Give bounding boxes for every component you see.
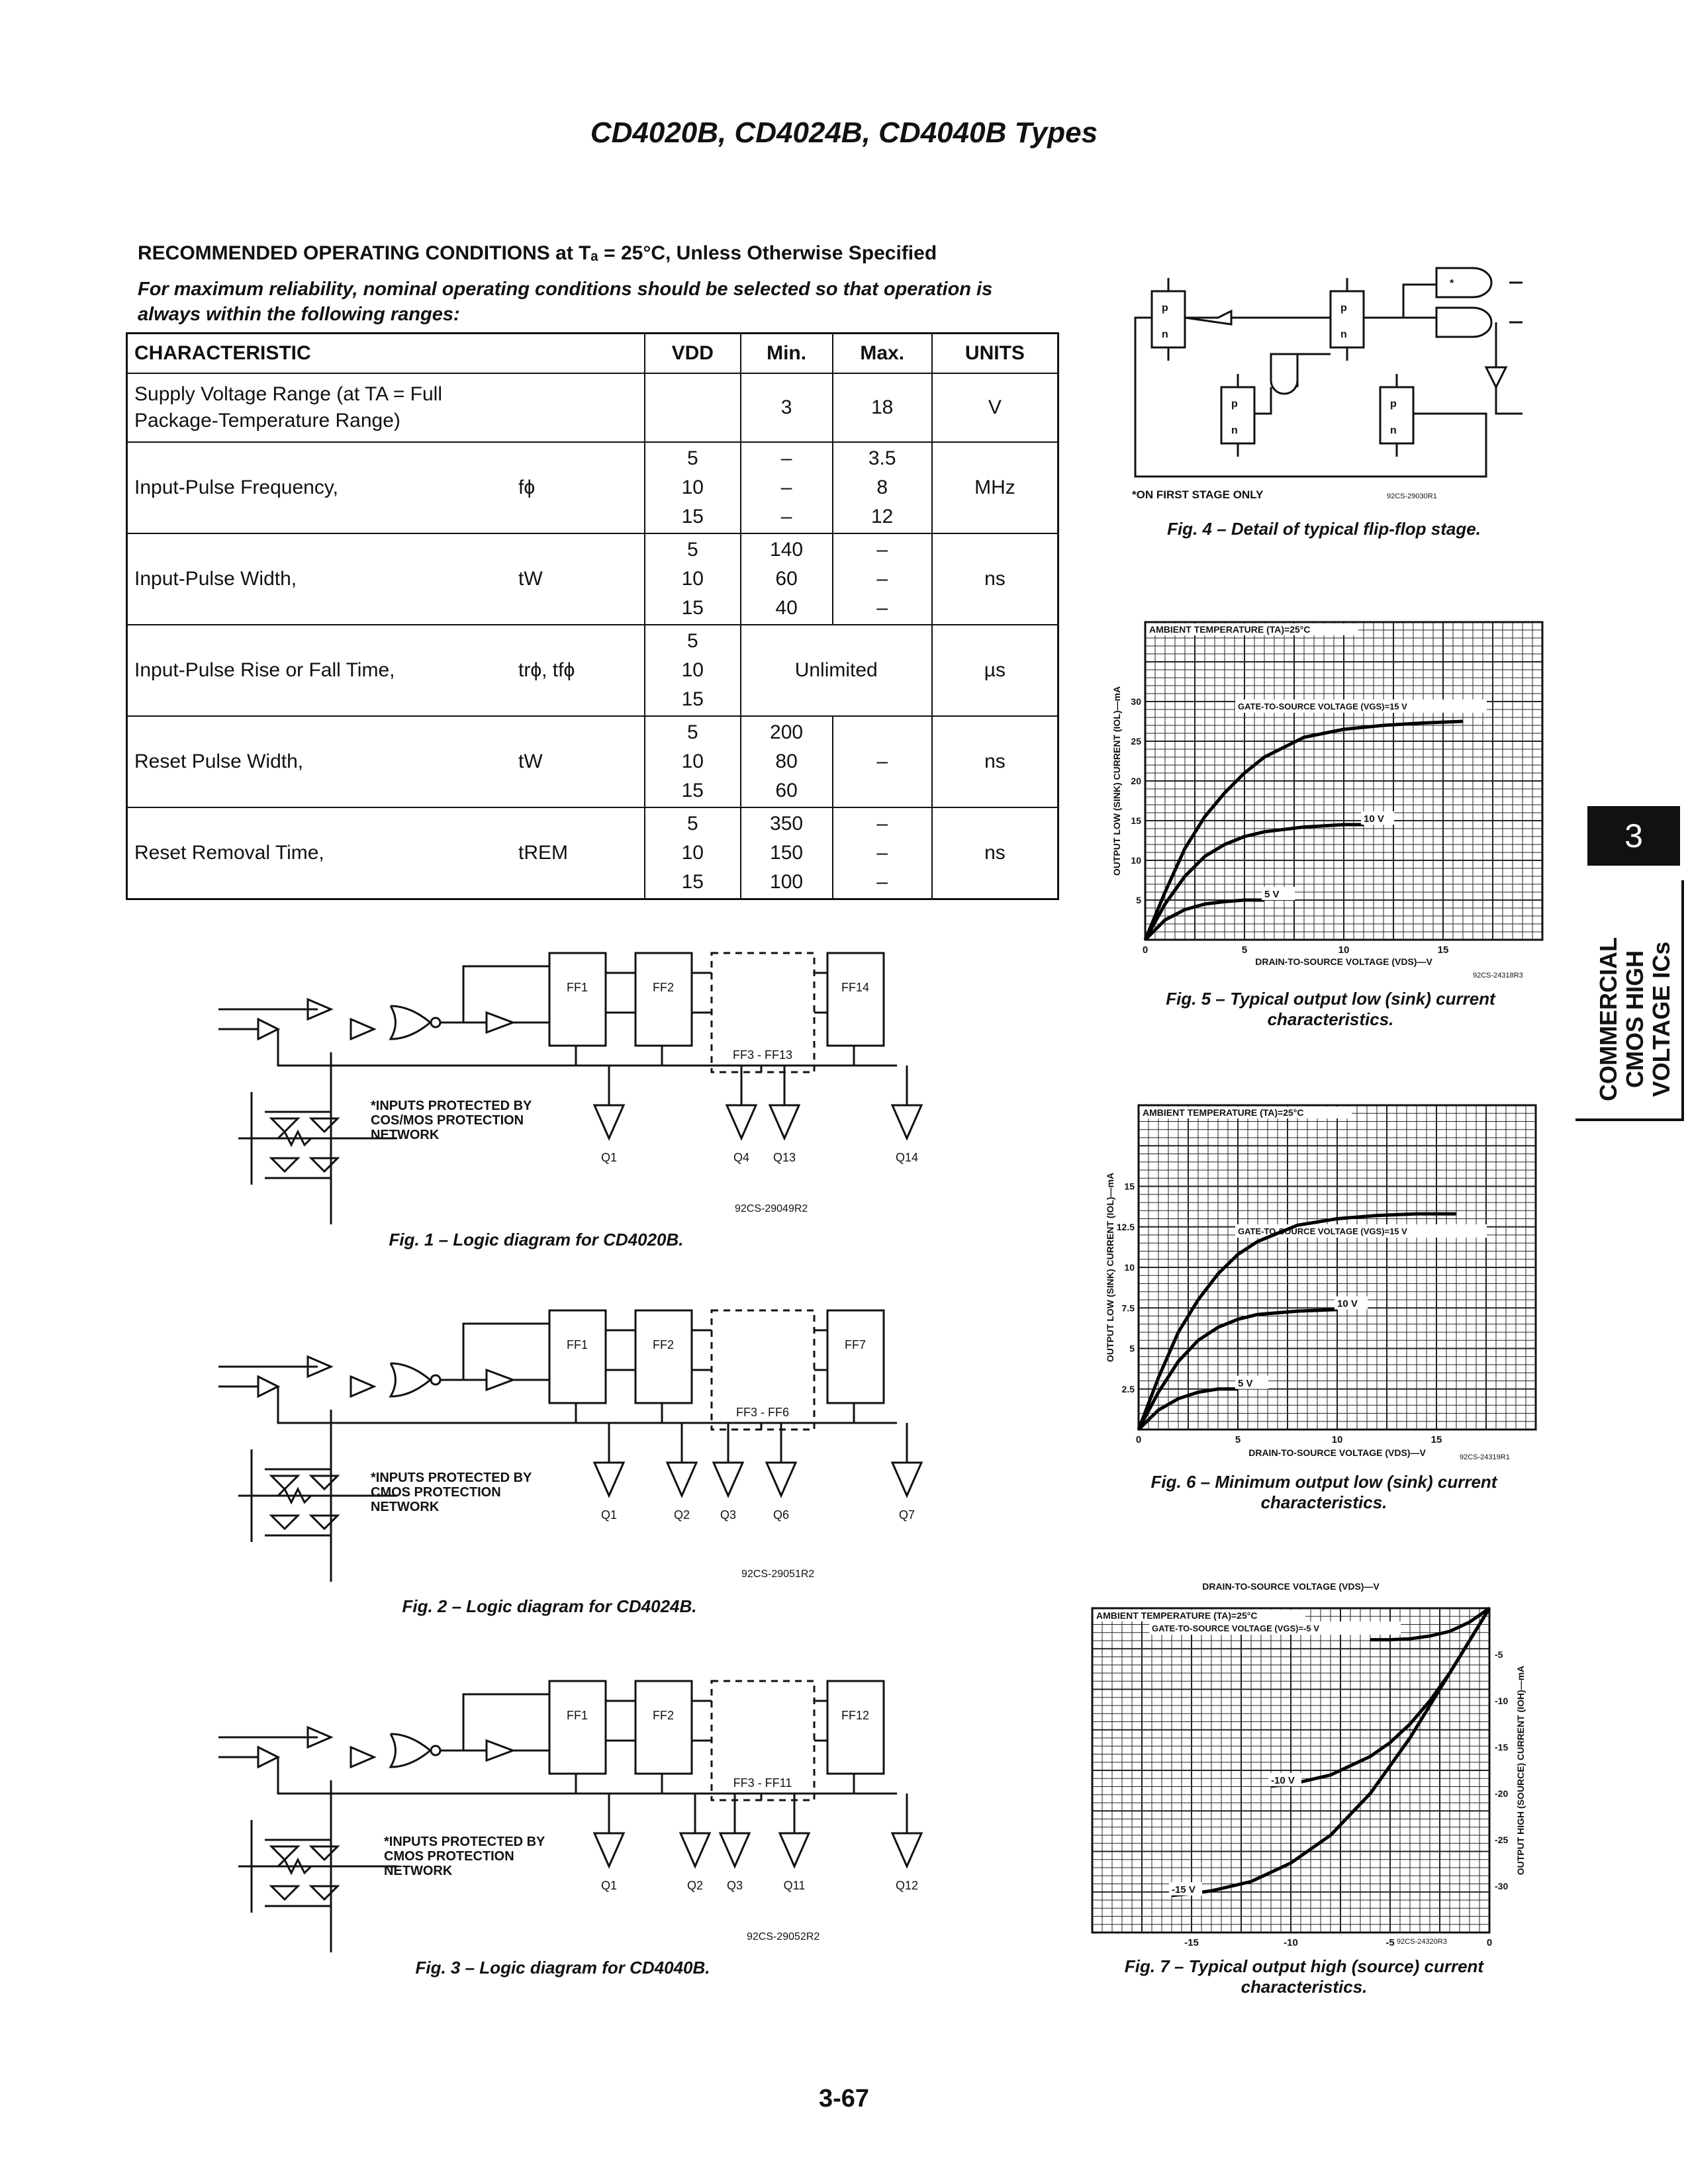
y-tick-label: 12.5 <box>1116 1221 1135 1232</box>
row-vdd: 5 10 15 <box>645 807 741 899</box>
x-tick-label: 0 <box>1486 1937 1493 1946</box>
x-axis-label: DRAIN-TO-SOURCE VOLTAGE (VDS)—V <box>1202 1581 1380 1592</box>
row-min: 140 60 40 <box>741 533 833 625</box>
stage-label: FF14 <box>841 981 870 994</box>
output-label: Q11 <box>783 1879 806 1892</box>
row-characteristic: Input-Pulse Frequency, <box>127 442 512 533</box>
output-buffer <box>594 1463 624 1496</box>
stage-label: FF2 <box>652 1709 675 1722</box>
svg-text:*: * <box>1450 278 1454 289</box>
output-buffer <box>667 1463 696 1496</box>
output-buffer <box>680 1833 710 1866</box>
row-max: 3.5 8 12 <box>833 442 932 533</box>
stage-label: FF12 <box>841 1709 870 1722</box>
chart-title: AMBIENT TEMPERATURE (TA)=25°C <box>1096 1610 1258 1621</box>
x-tick-label: -10 <box>1284 1937 1298 1946</box>
row-units: ns <box>932 533 1058 625</box>
y-tick-label: 30 <box>1131 696 1141 707</box>
fig4-flipflop-diagram <box>1125 255 1523 510</box>
y-tick-label: 10 <box>1124 1262 1135 1273</box>
series-label: -15 V <box>1172 1884 1196 1895</box>
row-symbol: fϕ <box>512 442 645 533</box>
chart-title: AMBIENT TEMPERATURE (TA)=25°C <box>1143 1107 1304 1118</box>
fig4-caption: Fig. 4 – Detail of typical flip-flop stage. <box>1167 519 1481 539</box>
row-min: – – – <box>741 442 833 533</box>
svg-text:n: n <box>1390 425 1397 436</box>
row-units: MHz <box>932 442 1058 533</box>
row-max: – <box>833 716 932 807</box>
row-characteristic: Reset Removal Time, <box>127 807 512 899</box>
fig7-chart <box>1086 1575 1549 1946</box>
flip-flop <box>635 1681 692 1774</box>
row-characteristic: Input-Pulse Width, <box>127 533 512 625</box>
input-buffer <box>351 1747 374 1767</box>
fig2-caption: Fig. 2 – Logic diagram for CD4024B. <box>402 1596 697 1616</box>
stage-label: FF1 <box>566 981 588 994</box>
stage-label: FF1 <box>566 1709 588 1722</box>
x-tick-label: 10 <box>1338 944 1350 956</box>
y-tick-label: -5 <box>1495 1649 1503 1660</box>
section-tab <box>1575 880 1684 1121</box>
fig2-code: 92CS-29051R2 <box>741 1569 815 1580</box>
flip-flop <box>827 953 884 1046</box>
y-tick-label: -25 <box>1495 1835 1509 1845</box>
fig7-caption: Fig. 7 – Typical output high (source) current characteristics. <box>1124 1956 1484 1997</box>
fig7-code: 92CS-24320R3 <box>1397 1938 1447 1946</box>
row-units: µs <box>932 625 1058 716</box>
fig5-caption: Fig. 5 – Typical output low (sink) current characteristics. <box>1166 989 1495 1029</box>
nor-gate <box>391 1734 430 1767</box>
row-min: 3 <box>741 373 833 442</box>
row-minmax: Unlimited <box>741 625 932 716</box>
y-tick-label: -20 <box>1495 1788 1509 1799</box>
x-tick-label: -5 <box>1385 1937 1395 1946</box>
series-label: 10 V <box>1364 813 1384 825</box>
row-min: 200 80 60 <box>741 716 833 807</box>
y-tick-label: 20 <box>1131 776 1141 786</box>
output-label: Q1 <box>600 1151 618 1164</box>
svg-text:p: p <box>1390 398 1397 410</box>
row-vdd: 5 10 15 <box>645 716 741 807</box>
stage-label: FF3 - FF13 <box>732 1048 793 1062</box>
x-tick-label: 10 <box>1331 1434 1343 1445</box>
output-label: Q6 <box>773 1508 790 1522</box>
header-vdd: VDD <box>645 334 741 374</box>
svg-text:n: n <box>1340 329 1347 340</box>
y-tick-label: 2.5 <box>1121 1383 1135 1394</box>
series-label: 5 V <box>1238 1377 1253 1389</box>
flip-flop <box>549 953 606 1046</box>
x-tick-label: -15 <box>1184 1937 1199 1946</box>
fig6-code: 92CS-24319R1 <box>1460 1453 1510 1461</box>
header-min: Min. <box>741 334 833 374</box>
fig1-code: 92CS-29049R2 <box>735 1203 808 1214</box>
series-label: 5 V <box>1264 889 1280 900</box>
row-vdd: 5 10 15 <box>645 533 741 625</box>
x-tick-label: 15 <box>1437 944 1449 956</box>
x-tick-label: 5 <box>1235 1434 1241 1445</box>
x-axis-label: DRAIN-TO-SOURCE VOLTAGE (VDS)—V <box>1255 956 1432 967</box>
output-buffer <box>714 1463 743 1496</box>
row-symbol: tW <box>512 533 645 625</box>
output-buffer <box>594 1105 624 1138</box>
output-label: Q2 <box>686 1879 704 1892</box>
y-tick-label: 5 <box>1136 895 1141 905</box>
row-vdd: 5 10 15 <box>645 625 741 716</box>
x-tick-label: 5 <box>1241 944 1248 956</box>
stage-label: FF2 <box>652 1338 675 1351</box>
row-units: V <box>932 373 1058 442</box>
logic-diagram-3 <box>218 1681 921 1952</box>
chart-grid <box>1139 1105 1536 1430</box>
chart-annotation: GATE-TO-SOURCE VOLTAGE (VGS)=15 V <box>1238 702 1407 711</box>
row-units: ns <box>932 807 1058 899</box>
row-min: 350 150 100 <box>741 807 833 899</box>
row-max: 18 <box>833 373 932 442</box>
flip-flop <box>827 1681 884 1774</box>
output-buffer <box>892 1463 921 1496</box>
fig3-code: 92CS-29052R2 <box>747 1931 820 1942</box>
output-label: Q3 <box>720 1508 737 1522</box>
page-title: CD4020B, CD4024B, CD4040B Types <box>590 116 1098 149</box>
x-tick-label: 0 <box>1142 944 1149 956</box>
output-buffer <box>767 1463 796 1496</box>
row-max: – – – <box>833 807 932 899</box>
y-tick-label: 15 <box>1131 815 1141 826</box>
nor-gate <box>391 1006 430 1039</box>
y-tick-label: 15 <box>1124 1181 1135 1192</box>
stage-label: FF3 - FF6 <box>736 1406 789 1419</box>
output-buffer <box>720 1833 749 1866</box>
fig6-caption: Fig. 6 – Minimum output low (sink) current characteristics. <box>1150 1472 1497 1512</box>
nor-gate <box>391 1363 430 1396</box>
logic-diagram-2 <box>218 1310 921 1582</box>
output-label: Q14 <box>895 1151 919 1164</box>
fig4-note: *ON FIRST STAGE ONLY <box>1132 488 1264 501</box>
series-label: 10 V <box>1337 1298 1358 1310</box>
row-characteristic: Reset Pulse Width, <box>127 716 512 807</box>
output-buffer <box>770 1105 799 1138</box>
output-buffer <box>892 1105 921 1138</box>
fig3-caption: Fig. 3 – Logic diagram for CD4040B. <box>415 1958 710 1978</box>
chart-title: AMBIENT TEMPERATURE (TA)=25°C <box>1149 624 1311 635</box>
row-max: – – – <box>833 533 932 625</box>
flip-flop <box>549 1310 606 1403</box>
protection-note-3: *INPUTS PROTECTED BY CMOS PROTECTION NETWORK <box>384 1835 545 1878</box>
svg-text:p: p <box>1340 302 1347 314</box>
stage-label: FF1 <box>566 1338 588 1351</box>
output-label: Q4 <box>733 1151 750 1164</box>
svg-text:n: n <box>1162 329 1168 340</box>
fig5-chart <box>1105 615 1556 986</box>
section-title: RECOMMENDED OPERATING CONDITIONS at Tₐ = 25°C, Unless Otherwise Specified <box>138 242 937 264</box>
chart-grid <box>1092 1608 1489 1933</box>
section-subtitle: For maximum reliability, nominal operating conditions should be selected so that operation is always within the following ranges: <box>138 279 993 325</box>
fig4-code: 92CS-29030R1 <box>1387 492 1437 500</box>
row-characteristic: Input-Pulse Rise or Fall Time, <box>127 625 512 716</box>
row-characteristic: Supply Voltage Range (at TA = Full Package-Temperature Range) <box>134 383 443 432</box>
x-axis-label: DRAIN-TO-SOURCE VOLTAGE (VDS)—V <box>1248 1447 1426 1458</box>
input-buffer <box>258 1019 278 1039</box>
output-label: Q1 <box>600 1879 618 1892</box>
output-buffer <box>780 1833 809 1866</box>
output-label: Q7 <box>898 1508 915 1522</box>
protection-note-1: *INPUTS PROTECTED BY COS/MOS PROTECTION NETWORK <box>371 1099 532 1142</box>
stage-label: FF7 <box>844 1338 867 1351</box>
chart-annotation: GATE-TO-SOURCE VOLTAGE (VGS)=15 V <box>1238 1226 1407 1236</box>
input-buffer <box>351 1019 374 1039</box>
protection-note-2: *INPUTS PROTECTED BY CMOS PROTECTION NETWORK <box>371 1471 532 1514</box>
chart-annotation: GATE-TO-SOURCE VOLTAGE (VGS)=-5 V <box>1152 1623 1319 1633</box>
stage-label: FF3 - FF11 <box>733 1776 792 1790</box>
section-tab-number: 3 <box>1587 806 1680 866</box>
y-axis-label: OUTPUT LOW (SINK) CURRENT (IOL)—mA <box>1111 686 1122 876</box>
output-label: Q3 <box>726 1879 743 1892</box>
y-tick-label: 10 <box>1131 855 1141 866</box>
row-vdd: 5 10 15 <box>645 442 741 533</box>
header-max: Max. <box>833 334 932 374</box>
svg-text:p: p <box>1231 398 1238 410</box>
y-tick-label: -15 <box>1495 1742 1509 1752</box>
y-tick-label: -30 <box>1495 1881 1509 1891</box>
row-units: ns <box>932 716 1058 807</box>
output-buffer <box>727 1105 756 1138</box>
y-axis-label: OUTPUT LOW (SINK) CURRENT (IOL)—mA <box>1105 1172 1115 1363</box>
series-label: -10 V <box>1271 1774 1295 1786</box>
x-tick-label: 15 <box>1430 1434 1442 1445</box>
logic-diagram-1 <box>218 953 921 1224</box>
y-axis-label: OUTPUT HIGH (SOURCE) CURRENT (IOH)—mA <box>1515 1665 1526 1876</box>
x-tick-label: 0 <box>1135 1434 1142 1445</box>
clock-buffer <box>487 1741 513 1760</box>
clock-buffer <box>487 1013 513 1032</box>
output-label: Q1 <box>600 1508 618 1522</box>
fig5-code: 92CS-24318R3 <box>1473 972 1523 979</box>
svg-text:n: n <box>1231 425 1238 436</box>
output-label: Q13 <box>773 1151 796 1164</box>
clock-buffer <box>487 1370 513 1390</box>
flip-flop <box>635 953 692 1046</box>
page-number: 3-67 <box>818 2085 870 2113</box>
input-buffer <box>351 1377 374 1396</box>
row-symbol: tW <box>512 716 645 807</box>
section-tab-text: COMMERCIAL CMOS HIGH VOLTAGE ICs <box>1595 937 1675 1101</box>
row-symbol: trϕ, tfϕ <box>512 625 645 716</box>
y-tick-label: 7.5 <box>1121 1302 1135 1314</box>
input-buffer <box>258 1747 278 1767</box>
output-buffer <box>892 1833 921 1866</box>
flip-flop <box>549 1681 606 1774</box>
output-label: Q12 <box>895 1879 919 1892</box>
fig1-caption: Fig. 1 – Logic diagram for CD4020B. <box>389 1230 684 1250</box>
y-tick-label: -10 <box>1495 1696 1509 1706</box>
svg-text:p: p <box>1162 302 1168 314</box>
output-buffer <box>594 1833 624 1866</box>
y-tick-label: 5 <box>1129 1343 1135 1354</box>
fig6-chart <box>1099 1099 1549 1469</box>
y-tick-label: 25 <box>1131 736 1141 747</box>
flip-flop <box>635 1310 692 1403</box>
header-characteristic: CHARACTERISTIC <box>127 334 645 374</box>
input-buffer <box>258 1377 278 1396</box>
header-units: UNITS <box>932 334 1058 374</box>
chart-grid <box>1145 622 1542 940</box>
flip-flop <box>827 1310 884 1403</box>
stage-label: FF2 <box>652 981 675 994</box>
row-symbol: tREM <box>512 807 645 899</box>
output-label: Q2 <box>673 1508 690 1522</box>
